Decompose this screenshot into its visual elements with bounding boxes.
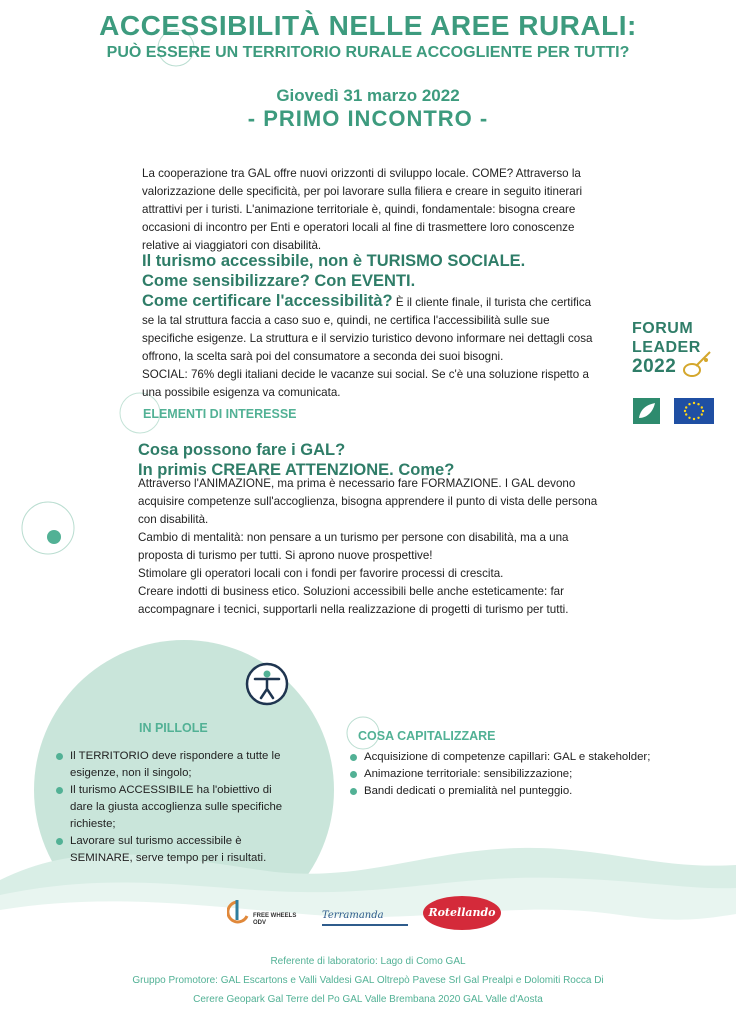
leaf-icon bbox=[633, 398, 660, 424]
pillole-item: Il turismo ACCESSIBILE ha l'obiettivo di dare la giusta accoglienza sulle specifiche richieste; bbox=[56, 782, 296, 833]
eu-flag-logo bbox=[674, 398, 714, 424]
certificare-paragraph bbox=[142, 291, 602, 402]
leader-logo bbox=[633, 398, 660, 424]
meeting-title: - PRIMO INCONTRO - bbox=[247, 106, 489, 131]
footer-promotore-1: Gruppo Promotore: GAL Escartons e Valli Valdesi GAL Oltrepò Pavese Srl Gal Prealpi e Dolomiti Rocca Di bbox=[132, 975, 604, 986]
gal-headings bbox=[138, 440, 608, 480]
heading-turismo-accessibile: Il turismo accessibile, non è TURISMO SOCIALE. bbox=[142, 252, 526, 270]
horn-icon bbox=[682, 350, 712, 380]
capitalizzare-label: COSA CAPITALIZZARE bbox=[358, 729, 496, 743]
elementi-paragraph bbox=[138, 475, 602, 619]
capitalizzare-item: Acquisizione di competenze capillari: GAL e stakeholder; bbox=[350, 749, 710, 766]
elementi-line: Stimolare gli operatori locali con i fondi per favorire processi di crescita. bbox=[138, 567, 504, 580]
elementi-label: ELEMENTI DI INTERESSE bbox=[143, 407, 297, 421]
freewheels-logo bbox=[227, 898, 297, 932]
heading-sensibilizzare: Come sensibilizzare? Con EVENTI. bbox=[142, 272, 416, 290]
page-title: ACCESSIBILITÀ NELLE AREE RURALI: bbox=[99, 10, 637, 41]
forum-text-1: FORUM bbox=[632, 320, 694, 337]
capitalizzare-item: Bandi dedicati o premialità nel punteggio. bbox=[350, 783, 710, 800]
freewheels-odv: ODV bbox=[253, 920, 267, 926]
page-subtitle: PUÒ ESSERE UN TERRITORIO RURALE ACCOGLIENTE PER TUTTI? bbox=[106, 44, 630, 61]
certificare-text: È il cliente finale, il turista che certifica se la tal struttura faccia a caso suo e, quindi, ne certifica l'accessibilità sulle sue specifiche esigenze. La struttura e il servizio turistico devono informare nei dettagli cosa offrono, la scelta sarà poi del consumatore a seconda dei suoi bisogni. bbox=[142, 296, 593, 363]
intro-paragraph: La cooperazione tra GAL offre nuovi orizzonti di sviluppo locale. COME? Attraverso la valorizzazione delle specificità, per poi lavorare sulla filiera e creare in seguito itinerari attrattivi per i turisti. L'animazione territoriale è, quindi, fondamentale: bisogna creare occasioni di incontro per Enti e operatori locali al fine di trasmettere loro conoscenze relative ai viaggiatori con disabilità. bbox=[142, 167, 583, 252]
circle-outline-left bbox=[22, 502, 74, 554]
freewheels-icon bbox=[227, 898, 251, 930]
pillole-item: Il TERRITORIO deve rispondere a tutte le esigenze, non il singolo; bbox=[56, 748, 296, 782]
rotellando-text: Rotellando bbox=[428, 906, 496, 919]
forum-leader-logo bbox=[632, 314, 714, 394]
elementi-line: Creare indotti di business etico. Soluzioni accessibili belle anche esteticamente: far accompagnare i tecnici, supportarli nella realizzazione di progetti di turismo per tutti. bbox=[138, 585, 569, 616]
circle-dot-left bbox=[47, 530, 61, 544]
freewheels-text: FREE WHEELS bbox=[253, 913, 297, 919]
terramanda-text: Terramanda bbox=[322, 910, 384, 921]
footer-promotore-2: Cerere Geopark Gal Terre del Po GAL Valle Brembana 2020 GAL Valle d'Aosta bbox=[193, 994, 543, 1005]
pillole-label: IN PILLOLE bbox=[139, 721, 208, 735]
capitalizzare-item: Animazione territoriale: sensibilizzazione; bbox=[350, 766, 710, 783]
elementi-line: Attraverso l'ANIMAZIONE, ma prima è necessario fare FORMAZIONE. I GAL devono acquisire competenze sull'accoglienza, bisogna apprendere il punto di vista delle persona con disabilità. bbox=[138, 477, 598, 526]
heading-cosa-possono: Cosa possono fare i GAL? bbox=[138, 441, 346, 459]
terramanda-logo bbox=[322, 910, 408, 930]
forum-text-3: 2022 bbox=[632, 356, 677, 377]
capitalizzare-list bbox=[350, 749, 710, 800]
eu-stars-icon bbox=[674, 398, 714, 424]
event-date: Giovedì 31 marzo 2022 bbox=[276, 86, 460, 105]
heading-creare-attenzione: In primis CREARE ATTENZIONE. Come? bbox=[138, 461, 455, 479]
forum-text-2: LEADER bbox=[632, 339, 701, 356]
accessibility-icon bbox=[244, 661, 290, 707]
pillole-item: Lavorare sul turismo accessibile è SEMINARE, serve tempo per i risultati. bbox=[56, 833, 296, 867]
social-text: SOCIAL: 76% degli italiani decide le vacanze sui social. Se c'è una soluzione rispetto a una possibile esigenza va comunicata. bbox=[142, 368, 589, 399]
pillole-list bbox=[56, 748, 296, 867]
heading-certificare: Come certificare l'accessibilità? bbox=[142, 292, 393, 310]
intro-headings bbox=[142, 251, 602, 291]
rotellando-logo bbox=[423, 896, 501, 930]
footer-referente: Referente di laboratorio: Lago di Como GAL bbox=[270, 956, 466, 967]
elementi-line: Cambio di mentalità: non pensare a un turismo per persone con disabilità, ma a una proposta di turismo per tutti. Si aprono nuove prospettive! bbox=[138, 531, 569, 562]
